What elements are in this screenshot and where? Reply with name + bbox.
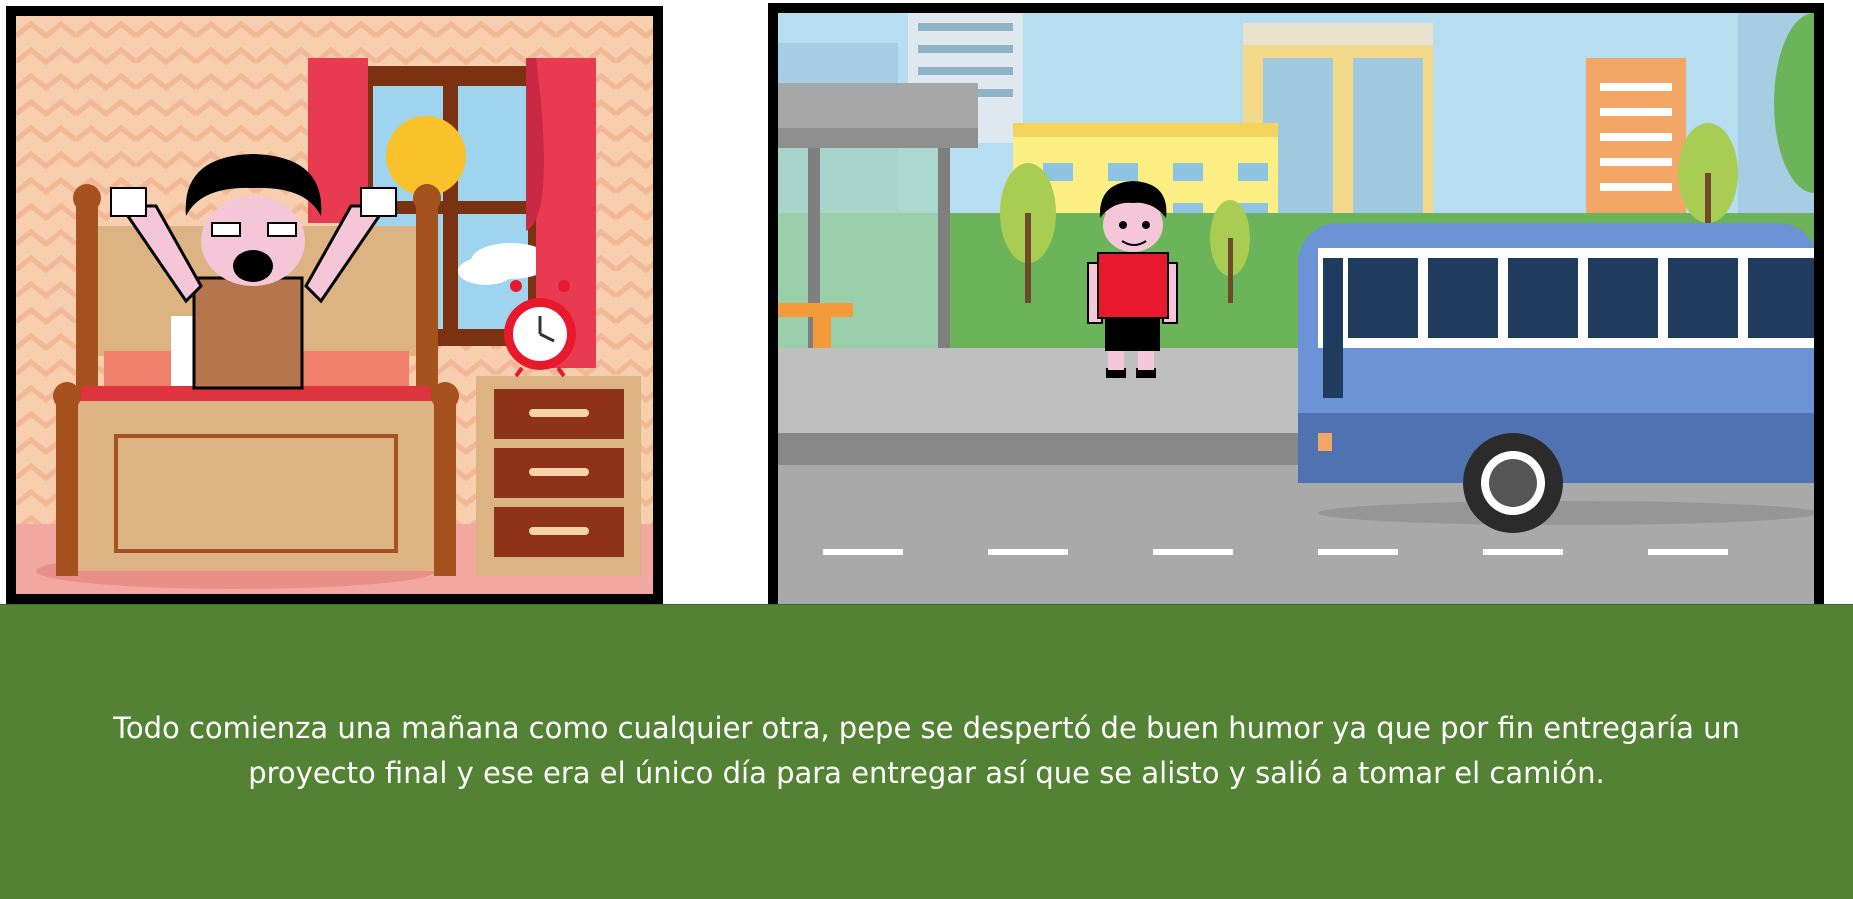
bedroom-panel	[6, 6, 663, 604]
pepe-shirt	[1098, 253, 1168, 318]
pepe-shirt	[194, 278, 302, 388]
bus-stop-panel	[768, 3, 1824, 614]
road	[778, 465, 1814, 604]
bus-stop-shelter	[778, 83, 978, 358]
bench	[778, 303, 853, 317]
caption-text: Todo comienza una mañana como cualquier otra, pepe se despertó de buen humor ya que por fin entregaría un proyecto final y ese era el único día para entregar así que se alisto y salió a tomar el camión.	[113, 711, 1740, 790]
bedroom-illustration	[16, 16, 653, 594]
sun	[386, 116, 466, 196]
bus-window	[1348, 258, 1418, 338]
nightstand	[476, 376, 641, 576]
street-illustration	[778, 13, 1814, 604]
caption-box	[0, 604, 1853, 899]
